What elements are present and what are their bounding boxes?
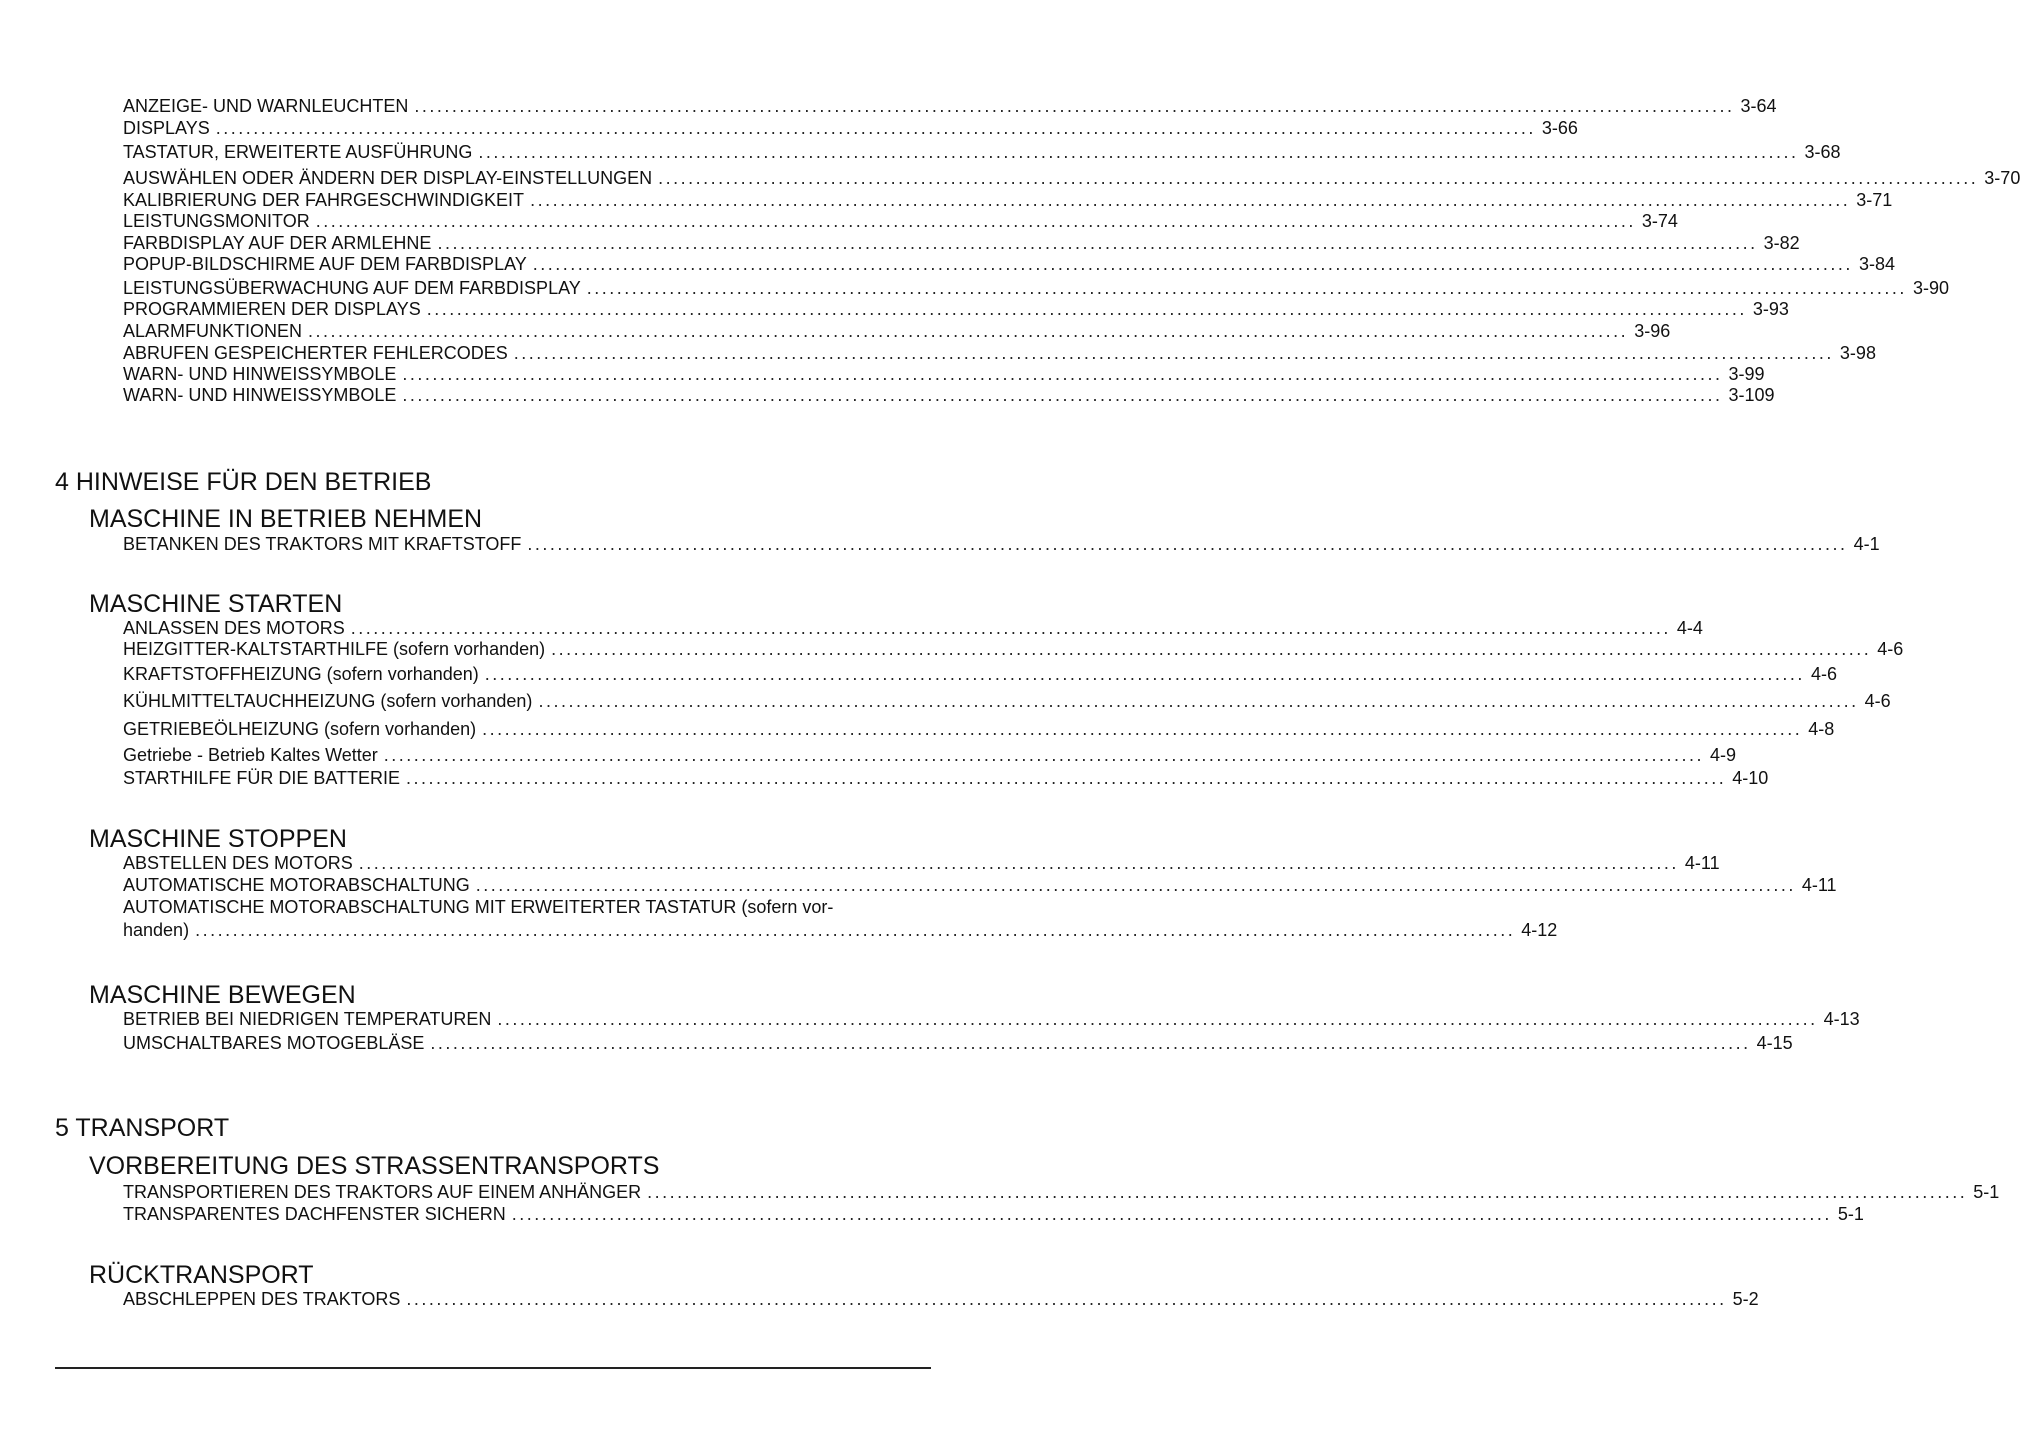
toc-entry-title: AUSWÄHLEN ODER ÄNDERN DER DISPLAY-EINSTELLUNGEN xyxy=(123,168,653,188)
toc-entry[interactable] xyxy=(123,690,1891,712)
toc-entry-title: LEISTUNGSÜBERWACHUNG AUF DEM FARBDISPLAY xyxy=(123,278,581,298)
toc-entry[interactable] xyxy=(123,1032,1793,1054)
toc-leader-dots: ................................................................................................................................................................................ xyxy=(402,385,1723,405)
toc-leader-dots: ................................................................................................................................................................................ xyxy=(478,142,1799,162)
toc-entry[interactable] xyxy=(123,767,1769,789)
toc-entry[interactable] xyxy=(123,210,1678,232)
toc-leader-dots: ................................................................................................................................................................................ xyxy=(426,299,1747,319)
toc-entry-title: KÜHLMITTELTAUCHHEIZUNG (sofern vorhanden) xyxy=(123,691,533,711)
toc-entry[interactable] xyxy=(123,1181,2000,1203)
section-title: VORBEREITUNG DES STRASSENTRANSPORTS xyxy=(89,1152,660,1180)
chapter-title: 5 TRANSPORT xyxy=(55,1114,230,1142)
toc-entry-wrapped-line1[interactable]: AUTOMATISCHE MOTORABSCHALTUNG MIT ERWEITERTER TASTATUR (sofern vor- xyxy=(123,897,834,917)
toc-entry[interactable] xyxy=(123,663,1837,685)
toc-entry[interactable] xyxy=(123,253,1895,275)
toc-entry-title: HEIZGITTER-KALTSTARTHILFE (sofern vorhanden) xyxy=(123,639,546,659)
toc-entry-page: 4-10 xyxy=(1732,768,1769,788)
section-title: MASCHINE IN BETRIEB NEHMEN xyxy=(89,505,483,533)
toc-entry-title: Getriebe - Betrieb Kaltes Wetter xyxy=(123,745,378,765)
toc-entry-page: 4-12 xyxy=(1521,920,1558,940)
toc-entry[interactable] xyxy=(123,363,1765,385)
toc-leader-dots: ................................................................................................................................................................................ xyxy=(647,1182,1968,1202)
toc-leader-dots: ................................................................................................................................................................................ xyxy=(511,1204,1832,1224)
toc-entry-title: GETRIEBEÖLHEIZUNG (sofern vorhanden) xyxy=(123,719,477,739)
toc-leader-dots: ................................................................................................................................................................................ xyxy=(195,920,1516,940)
toc-leader-dots: ................................................................................................................................................................................ xyxy=(406,1289,1727,1309)
toc-leader-dots: ................................................................................................................................................................................ xyxy=(358,853,1679,873)
toc-entry-title: UMSCHALTBARES MOTOGEBLÄSE xyxy=(123,1033,425,1053)
toc-leader-dots: ................................................................................................................................................................................ xyxy=(586,278,1907,298)
toc-entry[interactable] xyxy=(123,919,1558,941)
toc-entry-title: DISPLAYS xyxy=(123,118,210,138)
toc-entry-page: 3-82 xyxy=(1763,233,1800,253)
toc-entry-page: 3-98 xyxy=(1839,343,1876,363)
toc-entry[interactable] xyxy=(123,298,1789,320)
toc-entry-page: 5-2 xyxy=(1732,1289,1759,1309)
toc-entry-page: 4-11 xyxy=(1801,875,1837,895)
toc-entry-page: 5-1 xyxy=(1973,1182,2000,1202)
section-title: MASCHINE BEWEGEN xyxy=(89,981,356,1009)
toc-entry[interactable] xyxy=(123,533,1880,555)
toc-entry[interactable] xyxy=(123,141,1841,163)
toc-entry[interactable] xyxy=(123,638,1904,660)
toc-entry-page: 3-66 xyxy=(1541,118,1578,138)
toc-leader-dots: ................................................................................................................................................................................ xyxy=(350,618,1671,638)
toc-entry-page: 4-1 xyxy=(1853,534,1880,554)
toc-entry[interactable] xyxy=(123,384,1775,406)
toc-entry-page: 3-68 xyxy=(1804,142,1841,162)
toc-entry-title: FARBDISPLAY AUF DER ARMLEHNE xyxy=(123,233,432,253)
toc-entry-page: 4-6 xyxy=(1810,664,1837,684)
footer-divider xyxy=(55,1367,931,1369)
toc-leader-dots: ................................................................................................................................................................................ xyxy=(437,233,1758,253)
toc-entry[interactable] xyxy=(123,874,1837,896)
toc-entry[interactable] xyxy=(123,320,1671,342)
toc-leader-dots: ................................................................................................................................................................................ xyxy=(315,211,1636,231)
toc-entry[interactable] xyxy=(123,232,1800,254)
toc-entry-title: BETRIEB BEI NIEDRIGEN TEMPERATUREN xyxy=(123,1009,492,1029)
toc-leader-dots: ................................................................................................................................................................................ xyxy=(532,254,1853,274)
toc-entry[interactable] xyxy=(123,95,1777,117)
toc-entry-title: TASTATUR, ERWEITERTE AUSFÜHRUNG xyxy=(123,142,473,162)
toc-leader-dots: ................................................................................................................................................................................ xyxy=(430,1033,1751,1053)
toc-leader-dots: ................................................................................................................................................................................ xyxy=(215,118,1536,138)
toc-entry-page: 4-6 xyxy=(1877,639,1904,659)
toc-entry[interactable] xyxy=(123,852,1720,874)
toc-entry[interactable] xyxy=(123,1288,1759,1310)
toc-entry-title: STARTHILFE FÜR DIE BATTERIE xyxy=(123,768,401,788)
section-title: MASCHINE STOPPEN xyxy=(89,825,347,853)
toc-entry-title: ALARMFUNKTIONEN xyxy=(123,321,303,341)
toc-entry-page: 4-9 xyxy=(1709,745,1736,765)
toc-leader-dots: ................................................................................................................................................................................ xyxy=(383,745,1704,765)
toc-entry-title: KALIBRIERUNG DER FAHRGESCHWINDIGKEIT xyxy=(123,190,525,210)
toc-leader-dots: ................................................................................................................................................................................ xyxy=(658,168,1979,188)
toc-leader-dots: ................................................................................................................................................................................ xyxy=(497,1009,1818,1029)
toc-entry-title: BETANKEN DES TRAKTORS MIT KRAFTSTOFF xyxy=(123,534,522,554)
toc-entry-page: 3-99 xyxy=(1728,364,1765,384)
toc-entry[interactable] xyxy=(123,277,1949,299)
toc-leader-dots: ................................................................................................................................................................................ xyxy=(402,364,1723,384)
chapter-title: 4 HINWEISE FÜR DEN BETRIEB xyxy=(55,468,432,496)
toc-entry[interactable] xyxy=(123,1203,1864,1225)
toc-entry-title: POPUP-BILDSCHIRME AUF DEM FARBDISPLAY xyxy=(123,254,527,274)
toc-leader-dots: ................................................................................................................................................................................ xyxy=(475,875,1796,895)
toc-entry-title: WARN- UND HINWEISSYMBOLE xyxy=(123,385,397,405)
toc-entry-title: ANLASSEN DES MOTORS xyxy=(123,618,345,638)
toc-entry-page: 4-15 xyxy=(1756,1033,1793,1053)
toc-entry-page: 3-109 xyxy=(1728,385,1775,405)
section-title: RÜCKTRANSPORT xyxy=(89,1261,314,1289)
toc-entry-page: 4-13 xyxy=(1823,1009,1860,1029)
toc-leader-dots: ................................................................................................................................................................................ xyxy=(551,639,1872,659)
toc-entry-page: 3-93 xyxy=(1752,299,1789,319)
toc-leader-dots: ................................................................................................................................................................................ xyxy=(414,96,1735,116)
toc-entry-title: TRANSPARENTES DACHFENSTER SICHERN xyxy=(123,1204,506,1224)
toc-leader-dots: ................................................................................................................................................................................ xyxy=(484,664,1805,684)
toc-entry-title: handen) xyxy=(123,920,190,940)
toc-entry[interactable] xyxy=(123,1008,1860,1030)
toc-leader-dots: ................................................................................................................................................................................ xyxy=(308,321,1629,341)
toc-entry-title: KRAFTSTOFFHEIZUNG (sofern vorhanden) xyxy=(123,664,479,684)
toc-entry[interactable] xyxy=(123,167,2020,189)
toc-entry-title: LEISTUNGSMONITOR xyxy=(123,211,310,231)
toc-entry[interactable] xyxy=(123,744,1736,766)
toc-leader-dots: ................................................................................................................................................................................ xyxy=(530,190,1851,210)
toc-entry-title: WARN- UND HINWEISSYMBOLE xyxy=(123,364,397,384)
toc-leader-dots: ................................................................................................................................................................................ xyxy=(482,719,1803,739)
toc-entry[interactable] xyxy=(123,189,1893,211)
toc-entry-title: TRANSPORTIEREN DES TRAKTORS AUF EINEM ANHÄNGER xyxy=(123,1182,642,1202)
toc-entry[interactable] xyxy=(123,617,1703,639)
toc-entry-page: 5-1 xyxy=(1837,1204,1864,1224)
toc-entry-title: AUTOMATISCHE MOTORABSCHALTUNG xyxy=(123,875,470,895)
toc-entry[interactable] xyxy=(123,718,1835,740)
toc-entry-page: 4-11 xyxy=(1684,853,1720,873)
toc-entry-page: 3-90 xyxy=(1912,278,1949,298)
section-title: MASCHINE STARTEN xyxy=(89,590,343,618)
toc-entry-page: 4-4 xyxy=(1676,618,1703,638)
toc-entry[interactable] xyxy=(123,342,1876,364)
toc-entry-page: 3-74 xyxy=(1641,211,1678,231)
toc-leader-dots: ................................................................................................................................................................................ xyxy=(406,768,1727,788)
toc-entry-title: ABRUFEN GESPEICHERTER FEHLERCODES xyxy=(123,343,508,363)
toc-entry-title: ANZEIGE- UND WARNLEUCHTEN xyxy=(123,96,409,116)
toc-entry-page: 3-84 xyxy=(1858,254,1895,274)
toc-entry-page: 3-71 xyxy=(1856,190,1893,210)
toc-leader-dots: ................................................................................................................................................................................ xyxy=(527,534,1848,554)
toc-entry[interactable] xyxy=(123,117,1578,139)
toc-entry-page: 4-8 xyxy=(1808,719,1835,739)
toc-leader-dots: ................................................................................................................................................................................ xyxy=(513,343,1834,363)
toc-entry-page: 3-70 xyxy=(1984,168,2020,188)
toc-entry-page: 3-96 xyxy=(1634,321,1671,341)
toc-entry-page: 3-64 xyxy=(1740,96,1777,116)
toc-entry-page: 4-6 xyxy=(1864,691,1891,711)
toc-entry-title: ABSCHLEPPEN DES TRAKTORS xyxy=(123,1289,401,1309)
toc-leader-dots: ................................................................................................................................................................................ xyxy=(538,691,1859,711)
toc-entry-title: ABSTELLEN DES MOTORS xyxy=(123,853,353,873)
toc-entry-title: PROGRAMMIEREN DER DISPLAYS xyxy=(123,299,421,319)
